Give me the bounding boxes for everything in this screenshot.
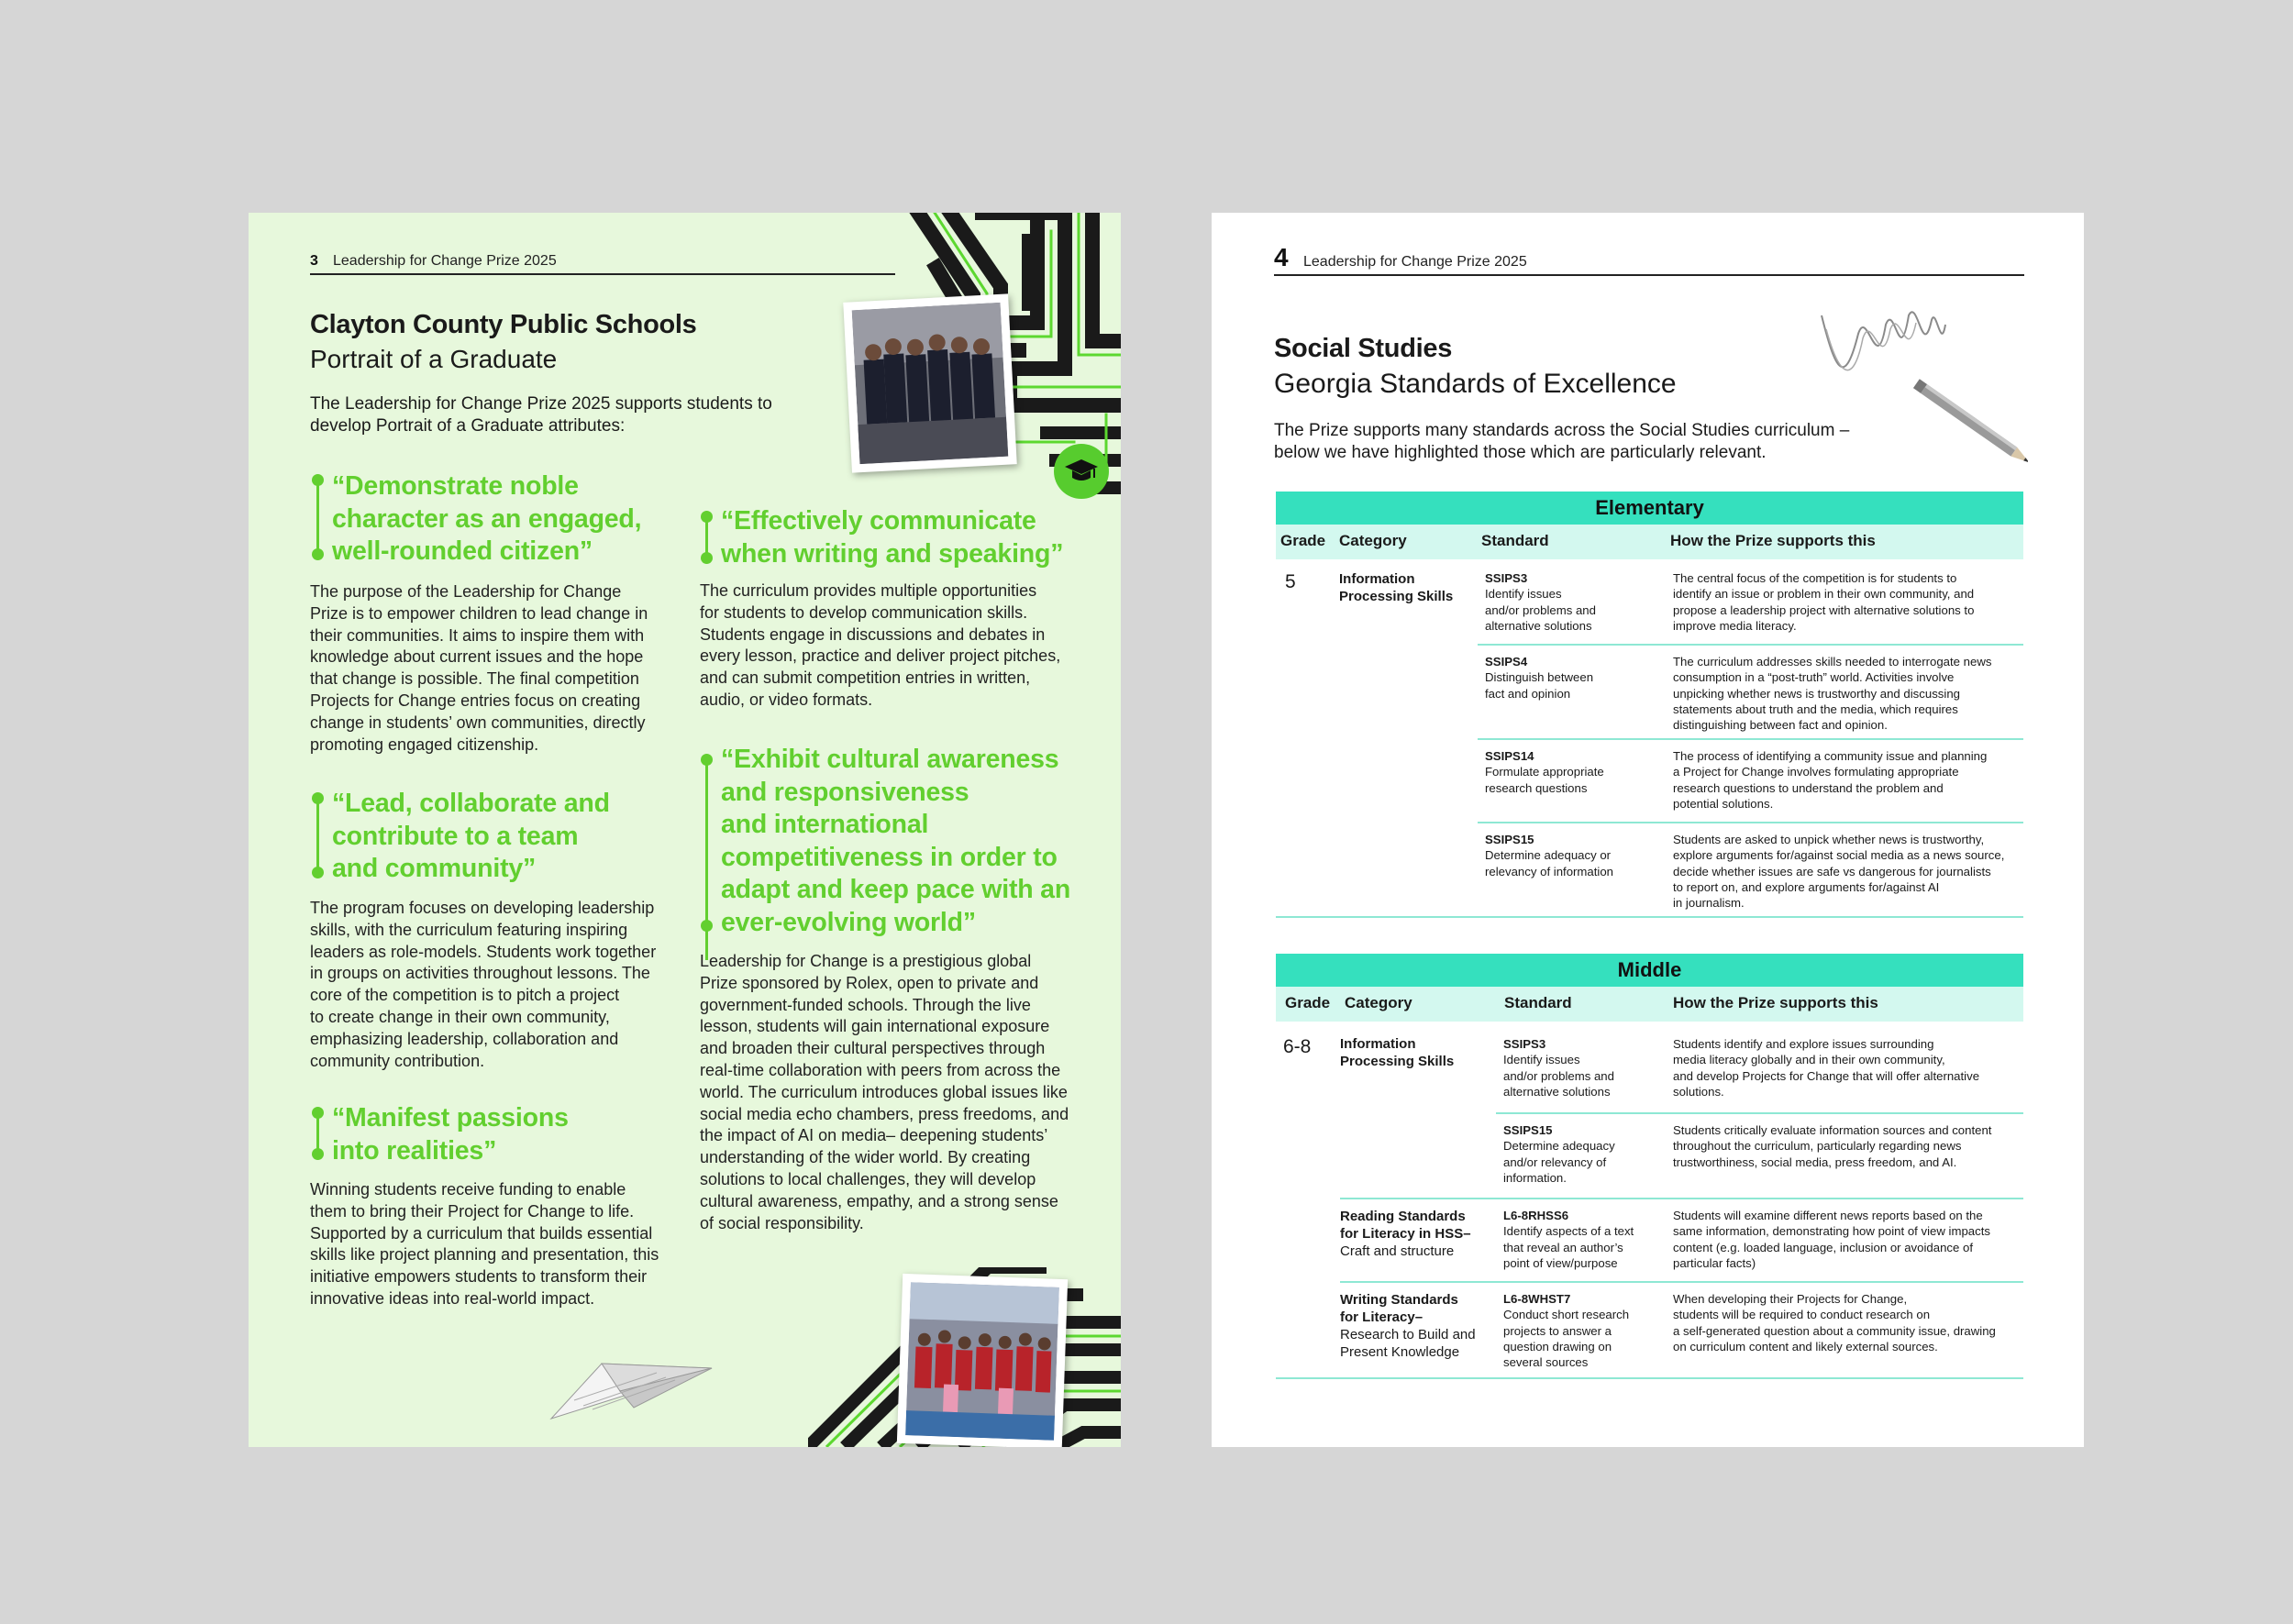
body-line: Supported by a curriculum that builds essential bbox=[310, 1223, 653, 1243]
body-line: innovative ideas into real-world impact. bbox=[310, 1288, 595, 1308]
how-line: decide whether issues are safe vs dangerous for journalists bbox=[1673, 864, 1991, 878]
quote-dot-bottom bbox=[701, 920, 713, 932]
standard-desc: Identify issues bbox=[1485, 587, 1562, 602]
quote-line: “Effectively communicate bbox=[721, 506, 1036, 536]
standard-cell bbox=[1485, 654, 1593, 702]
body-noble-character bbox=[310, 581, 677, 756]
col-how: How the Prize supports this bbox=[1673, 994, 1878, 1011]
standard-code: SSIPS3 bbox=[1485, 571, 1528, 585]
quote-line: and community” bbox=[332, 854, 537, 883]
grade-value: 5 bbox=[1285, 571, 1296, 592]
quote-lead-collaborate bbox=[332, 788, 610, 886]
row-separator bbox=[1340, 1281, 2023, 1283]
category-line: Processing Skills bbox=[1340, 1054, 1455, 1069]
standard-desc: information. bbox=[1503, 1170, 1567, 1185]
table-bottom-rule bbox=[1276, 916, 2023, 918]
standard-code: SSIPS3 bbox=[1503, 1037, 1546, 1051]
quote-line: into realities” bbox=[332, 1135, 497, 1166]
body-line: Projects for Change entries focus on creating bbox=[310, 690, 641, 710]
page-number: 4 bbox=[1274, 243, 1289, 271]
graduation-cap-icon bbox=[1054, 444, 1109, 499]
quote-line: competitiveness in order to bbox=[721, 842, 1058, 872]
body-line: to create change in their own community, bbox=[310, 1007, 610, 1026]
standard-desc: Determine adequacy or bbox=[1485, 848, 1612, 863]
intro-text bbox=[1274, 420, 1849, 464]
table-bottom-rule bbox=[1276, 1377, 2023, 1379]
quote-line: adapt and keep pace with an bbox=[721, 875, 1071, 904]
row-separator bbox=[1496, 1112, 2023, 1114]
page-subtitle: Georgia Standards of Excellence bbox=[1274, 369, 1677, 399]
category-value bbox=[1340, 1035, 1454, 1070]
standard-code: SSIPS14 bbox=[1485, 749, 1534, 763]
body-line: in groups on activities throughout lessons. The bbox=[310, 964, 650, 983]
body-line: Prize is to empower children to lead change in bbox=[310, 603, 648, 623]
how-line: students will be required to conduct research on bbox=[1673, 1308, 1931, 1322]
category-line: Information bbox=[1340, 1036, 1416, 1052]
how-line: content (e.g. loaded language, inclusion or avoidance of bbox=[1673, 1240, 1973, 1254]
how-line: propose a leadership project with alternative solutions to bbox=[1673, 602, 1975, 617]
body-line: of social responsibility. bbox=[700, 1213, 864, 1232]
how-line: and develop Projects for Change that will offer alternative bbox=[1673, 1068, 1980, 1083]
standard-desc: relevancy of information bbox=[1485, 864, 1614, 878]
body-line: their communities. It aims to inspire them with bbox=[310, 625, 645, 645]
how-line: Students will examine different news reports based on the bbox=[1673, 1209, 1983, 1222]
standard-desc: Identify aspects of a text bbox=[1503, 1224, 1634, 1239]
how-cell bbox=[1673, 1208, 1990, 1271]
quote-dot-top bbox=[312, 792, 324, 804]
pencil-scribble-illustration bbox=[1808, 297, 2028, 462]
col-grade: Grade bbox=[1280, 532, 1326, 549]
quote-line: and international bbox=[721, 810, 929, 839]
body-line: for students to develop communication skills. bbox=[700, 602, 1028, 622]
col-standard: Standard bbox=[1481, 532, 1549, 549]
page-number: 3 bbox=[310, 253, 318, 269]
body-line: promoting engaged citizenship. bbox=[310, 735, 539, 754]
body-line: real-time collaboration with peers from across the bbox=[700, 1060, 1061, 1079]
how-line: same information, demonstrating how point of view impacts bbox=[1673, 1224, 1990, 1239]
standard-desc: and/or relevancy of bbox=[1503, 1154, 1607, 1169]
standard-cell bbox=[1503, 1122, 1615, 1186]
how-line: unpicking whether news is trustworthy and discussing bbox=[1673, 686, 1960, 701]
how-line: particular facts) bbox=[1673, 1255, 1756, 1270]
how-line: to report on, and explore arguments for/against AI bbox=[1673, 879, 1940, 894]
standard-code: SSIPS15 bbox=[1485, 833, 1534, 846]
how-line: identify an issue or problem in their own community, and bbox=[1673, 587, 1975, 602]
standard-desc: question drawing on bbox=[1503, 1339, 1612, 1353]
standard-desc: Distinguish between bbox=[1485, 670, 1594, 685]
body-line: leaders as role-models. Students work together bbox=[310, 942, 657, 961]
standard-desc: and/or problems and bbox=[1503, 1068, 1614, 1083]
body-line: the impact of AI on media– deepening students’ bbox=[700, 1126, 1048, 1145]
students-photo-bottom bbox=[897, 1274, 1068, 1447]
category-line: for Literacy– bbox=[1340, 1309, 1423, 1325]
standard-code: SSIPS4 bbox=[1485, 655, 1528, 668]
standard-cell bbox=[1503, 1208, 1634, 1271]
quote-dot-top bbox=[312, 1107, 324, 1119]
quote-dot-top bbox=[701, 754, 713, 766]
how-cell bbox=[1673, 1036, 1979, 1099]
category-line: Writing Standards bbox=[1340, 1292, 1458, 1308]
body-line: that change is possible. The final competition bbox=[310, 669, 639, 689]
quote-bar bbox=[316, 797, 319, 870]
category-line: Processing Skills bbox=[1339, 589, 1454, 604]
category-value bbox=[1340, 1291, 1487, 1361]
how-line: consumption in a “post-truth” world. Activities involve bbox=[1673, 670, 1955, 685]
how-line: trustworthiness, social media, press freedom, and AI. bbox=[1673, 1154, 1957, 1169]
body-line: The curriculum provides multiple opportunities bbox=[700, 581, 1037, 600]
standard-desc: that reveal an author’s bbox=[1503, 1240, 1623, 1254]
row-separator bbox=[1478, 644, 2023, 646]
quote-dot-bottom bbox=[312, 867, 324, 878]
standard-desc: and/or problems and bbox=[1485, 602, 1596, 617]
how-line: improve media literacy. bbox=[1673, 618, 1797, 633]
body-line: core of the competition is to pitch a project bbox=[310, 986, 620, 1005]
intro-line: The Prize supports many standards across the Social Studies curriculum – bbox=[1274, 421, 1850, 440]
col-standard: Standard bbox=[1504, 994, 1572, 1011]
how-line: in journalism. bbox=[1673, 896, 1745, 911]
elementary-table-header bbox=[1276, 525, 2023, 559]
category-line: Craft and structure bbox=[1340, 1243, 1455, 1259]
standard-code: L6-8RHSS6 bbox=[1503, 1209, 1569, 1222]
body-line: every lesson, practice and deliver project pitches, bbox=[700, 646, 1061, 666]
how-line: The curriculum addresses skills needed to interrogate news bbox=[1673, 655, 1992, 668]
page-title: Social Studies bbox=[1274, 334, 1453, 363]
body-line: knowledge about current issues and the hope bbox=[310, 647, 644, 667]
how-line: Students identify and explore issues surrounding bbox=[1673, 1037, 1934, 1051]
row-separator bbox=[1478, 738, 2023, 740]
standard-code: SSIPS15 bbox=[1503, 1123, 1553, 1137]
middle-band: Middle bbox=[1276, 954, 2023, 987]
students-photo-top bbox=[843, 293, 1016, 472]
body-line: audio, or video formats. bbox=[700, 690, 873, 709]
page-3 bbox=[249, 213, 1121, 1447]
standard-desc: alternative solutions bbox=[1485, 618, 1592, 633]
category-value bbox=[1339, 570, 1453, 605]
how-cell bbox=[1673, 570, 1974, 634]
header-rule bbox=[1274, 274, 2024, 276]
header-rule bbox=[310, 273, 895, 275]
body-line: them to bring their Project for Change to life. bbox=[310, 1201, 635, 1221]
running-header: Leadership for Change Prize 2025 bbox=[1303, 254, 1527, 270]
col-category: Category bbox=[1339, 532, 1407, 549]
quote-dot-top bbox=[312, 474, 324, 486]
standard-desc: projects to answer a bbox=[1503, 1323, 1612, 1338]
body-line: Students engage in discussions and debates in bbox=[700, 624, 1046, 644]
quote-noble-character bbox=[332, 470, 641, 569]
quote-line: and responsiveness bbox=[721, 777, 969, 807]
how-line: The central focus of the competition is for students to bbox=[1673, 571, 1957, 585]
quote-cultural-awareness bbox=[721, 744, 1070, 939]
body-line: lesson, students will gain international exposure bbox=[700, 1017, 1050, 1036]
running-header: Leadership for Change Prize 2025 bbox=[333, 253, 557, 269]
standard-desc: Identify issues bbox=[1503, 1053, 1580, 1067]
intro-line: below we have highlighted those which are particularly relevant. bbox=[1274, 443, 1767, 462]
how-line: research questions to understand the problem and bbox=[1673, 780, 1944, 795]
standard-desc: Determine adequacy bbox=[1503, 1139, 1615, 1154]
how-cell bbox=[1673, 1122, 1991, 1170]
body-line: and can submit competition entries in written, bbox=[700, 668, 1031, 688]
how-line: distinguishing between fact and opinion. bbox=[1673, 718, 1888, 733]
how-line: throughout the curriculum, particularly regarding news bbox=[1673, 1139, 1962, 1154]
how-line: The process of identifying a community issue and planning bbox=[1673, 749, 1988, 763]
standard-desc: point of view/purpose bbox=[1503, 1255, 1618, 1270]
body-communicate bbox=[700, 580, 1085, 712]
how-cell bbox=[1673, 748, 1987, 812]
body-line: skills like project planning and presentation, this bbox=[310, 1245, 659, 1265]
standard-cell bbox=[1485, 748, 1604, 796]
standard-desc: alternative solutions bbox=[1503, 1084, 1611, 1099]
col-grade: Grade bbox=[1285, 994, 1331, 1011]
quote-line: character as an engaged, bbox=[332, 503, 642, 534]
body-line: Winning students receive funding to enable bbox=[310, 1180, 626, 1199]
standard-cell bbox=[1503, 1291, 1629, 1370]
standard-desc: fact and opinion bbox=[1485, 686, 1571, 701]
body-line: community contribution. bbox=[310, 1051, 485, 1070]
page-subtitle: Portrait of a Graduate bbox=[310, 345, 558, 373]
how-cell bbox=[1673, 832, 2004, 911]
body-line: Prize sponsored by Rolex, open to private and bbox=[700, 973, 1039, 992]
body-lead-collaborate bbox=[310, 898, 677, 1072]
quote-line: “Lead, collaborate and bbox=[332, 789, 610, 818]
paper-plane-illustration bbox=[547, 1336, 716, 1423]
quote-dot-top bbox=[701, 511, 713, 523]
how-line: a Project for Change involves formulating appropriate bbox=[1673, 765, 1959, 779]
elementary-band: Elementary bbox=[1276, 492, 2023, 525]
row-separator bbox=[1478, 822, 2023, 823]
how-cell bbox=[1673, 1291, 1996, 1354]
quote-line: contribute to a team bbox=[332, 821, 579, 851]
standard-cell bbox=[1503, 1036, 1614, 1099]
body-line: emphasizing leadership, collaboration and bbox=[310, 1029, 619, 1048]
quote-line: “Demonstrate noble bbox=[332, 471, 579, 501]
body-line: The program focuses on developing leadership bbox=[310, 899, 655, 917]
how-line: media literacy globally and in their own community, bbox=[1673, 1053, 1945, 1067]
body-line: The purpose of the Leadership for Change bbox=[310, 582, 622, 601]
body-line: change in students’ own communities, directly bbox=[310, 713, 646, 732]
page-title: Clayton County Public Schools bbox=[310, 310, 697, 339]
standard-code: L6-8WHST7 bbox=[1503, 1292, 1571, 1306]
intro-text: The Leadership for Change Prize 2025 supports students to develop Portrait of a Graduate attributes: bbox=[310, 394, 772, 436]
category-line: Research to Build and Present Knowledge bbox=[1340, 1327, 1476, 1360]
col-category: Category bbox=[1345, 994, 1412, 1011]
body-line: skills, with the curriculum featuring inspiring bbox=[310, 920, 628, 939]
body-line: government-funded schools. Through the live bbox=[700, 995, 1031, 1014]
quote-line: well-rounded citizen” bbox=[332, 536, 593, 566]
middle-table-header bbox=[1276, 987, 2023, 1022]
how-cell bbox=[1673, 654, 1991, 733]
quote-dot-bottom bbox=[312, 548, 324, 560]
how-line: solutions. bbox=[1673, 1084, 1724, 1099]
quote-line: ever-evolving world” bbox=[721, 907, 976, 937]
page-4 bbox=[1212, 213, 2084, 1447]
quote-dot-bottom bbox=[701, 552, 713, 564]
how-line: a self-generated question about a community issue, drawing bbox=[1673, 1323, 1996, 1338]
body-line: Leadership for Change is a prestigious global bbox=[700, 952, 1032, 970]
quote-bar bbox=[316, 479, 319, 552]
standard-cell bbox=[1485, 570, 1596, 634]
standard-desc: Formulate appropriate bbox=[1485, 765, 1604, 779]
how-line: When developing their Projects for Change, bbox=[1673, 1292, 1908, 1306]
quote-line: when writing and speaking” bbox=[721, 538, 1064, 569]
standard-desc: research questions bbox=[1485, 780, 1588, 795]
body-line: social media echo chambers, press freedoms, and bbox=[700, 1104, 1069, 1123]
category-value bbox=[1340, 1208, 1471, 1260]
standard-desc: Conduct short research bbox=[1503, 1308, 1630, 1322]
how-line: explore arguments for/against social media as a news source, bbox=[1673, 848, 2005, 863]
body-line: cultural awareness, empathy, and a strong sense bbox=[700, 1191, 1058, 1210]
grade-value: 6-8 bbox=[1283, 1036, 1312, 1057]
body-line: and broaden their cultural perspectives through bbox=[700, 1039, 1046, 1058]
how-line: on curriculum content and likely external sources. bbox=[1673, 1339, 1938, 1353]
quote-line: “Manifest passions bbox=[332, 1103, 569, 1132]
category-line: for Literacy in HSS– bbox=[1340, 1226, 1471, 1242]
category-line: Reading Standards bbox=[1340, 1209, 1466, 1224]
standard-desc: several sources bbox=[1503, 1355, 1589, 1370]
how-line: Students are asked to unpick whether news is trustworthy, bbox=[1673, 833, 1985, 846]
category-line: Information bbox=[1339, 571, 1415, 587]
quote-dot-bottom bbox=[312, 1148, 324, 1160]
how-line: Students critically evaluate information sources and content bbox=[1673, 1123, 1992, 1137]
quote-line: “Exhibit cultural awareness bbox=[721, 745, 1059, 774]
body-cultural-awareness bbox=[700, 951, 1085, 1234]
how-line: statements about truth and the media, which requires bbox=[1673, 702, 1958, 716]
body-line: world. The curriculum introduces global issues like bbox=[700, 1082, 1068, 1101]
col-how: How the Prize supports this bbox=[1670, 532, 1876, 549]
quote-manifest-passions bbox=[332, 1102, 569, 1167]
body-line: initiative empowers students to transform their bbox=[310, 1267, 648, 1287]
body-line: solutions to local challenges, they will develop bbox=[700, 1169, 1036, 1188]
body-manifest-passions bbox=[310, 1179, 695, 1310]
how-line: potential solutions. bbox=[1673, 796, 1774, 811]
standard-cell bbox=[1485, 832, 1613, 879]
body-line: understanding of the wider world. By creating bbox=[700, 1148, 1031, 1167]
row-separator bbox=[1340, 1198, 2023, 1199]
quote-communicate bbox=[721, 505, 1063, 570]
